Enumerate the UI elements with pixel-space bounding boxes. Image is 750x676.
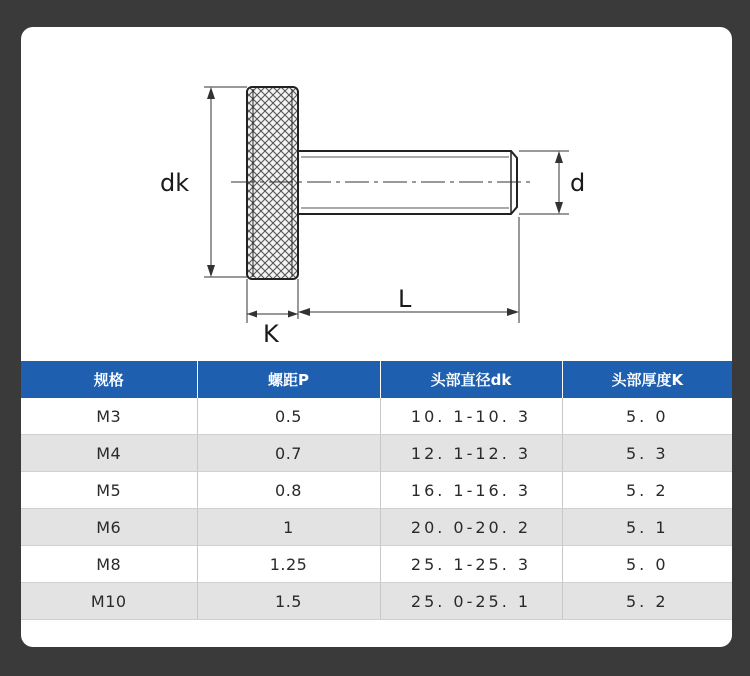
cell-head-thickness: 5. 1 xyxy=(562,509,732,546)
k-dimension xyxy=(247,279,298,323)
cell-pitch: 0.5 xyxy=(197,398,380,435)
table-row xyxy=(21,472,732,509)
cell-head-thickness: 5. 2 xyxy=(562,583,732,620)
cell-head-diameter: 16. 1-16. 3 xyxy=(380,472,562,509)
cell-head-diameter: 20. 0-20. 2 xyxy=(380,509,562,546)
cell-spec: M3 xyxy=(21,398,197,435)
spec-card xyxy=(21,27,732,647)
header-head-diameter: 头部直径dk xyxy=(380,361,562,398)
cell-pitch: 0.8 xyxy=(197,472,380,509)
cell-head-diameter: 12. 1-12. 3 xyxy=(380,435,562,472)
cell-spec: M10 xyxy=(21,583,197,620)
l-label: L xyxy=(398,285,412,313)
thumb-screw-drawing xyxy=(21,27,732,357)
table-row xyxy=(21,435,732,472)
knurled-head xyxy=(247,87,298,279)
header-head-thickness: 头部厚度K xyxy=(562,361,732,398)
cell-head-diameter: 10. 1-10. 3 xyxy=(380,398,562,435)
d-label: d xyxy=(570,169,586,197)
cell-spec: M6 xyxy=(21,509,197,546)
k-label: K xyxy=(263,320,279,348)
cell-head-thickness: 5. 0 xyxy=(562,398,732,435)
cell-pitch: 1.5 xyxy=(197,583,380,620)
cell-head-diameter: 25. 1-25. 3 xyxy=(380,546,562,583)
cell-head-thickness: 5. 0 xyxy=(562,546,732,583)
cell-spec: M8 xyxy=(21,546,197,583)
cell-spec: M4 xyxy=(21,435,197,472)
cell-pitch: 1 xyxy=(197,509,380,546)
header-spec: 规格 xyxy=(21,361,197,398)
header-pitch: 螺距P xyxy=(197,361,380,398)
table-row xyxy=(21,583,732,620)
table-row xyxy=(21,546,732,583)
table-row xyxy=(21,398,732,435)
dk-label: dk xyxy=(160,169,190,197)
cell-pitch: 1.25 xyxy=(197,546,380,583)
cell-head-diameter: 25. 0-25. 1 xyxy=(380,583,562,620)
spec-table xyxy=(21,361,732,620)
cell-head-thickness: 5. 2 xyxy=(562,472,732,509)
table-row xyxy=(21,509,732,546)
cell-head-thickness: 5. 3 xyxy=(562,435,732,472)
cell-spec: M5 xyxy=(21,472,197,509)
table-header-row xyxy=(21,361,732,398)
cell-pitch: 0.7 xyxy=(197,435,380,472)
